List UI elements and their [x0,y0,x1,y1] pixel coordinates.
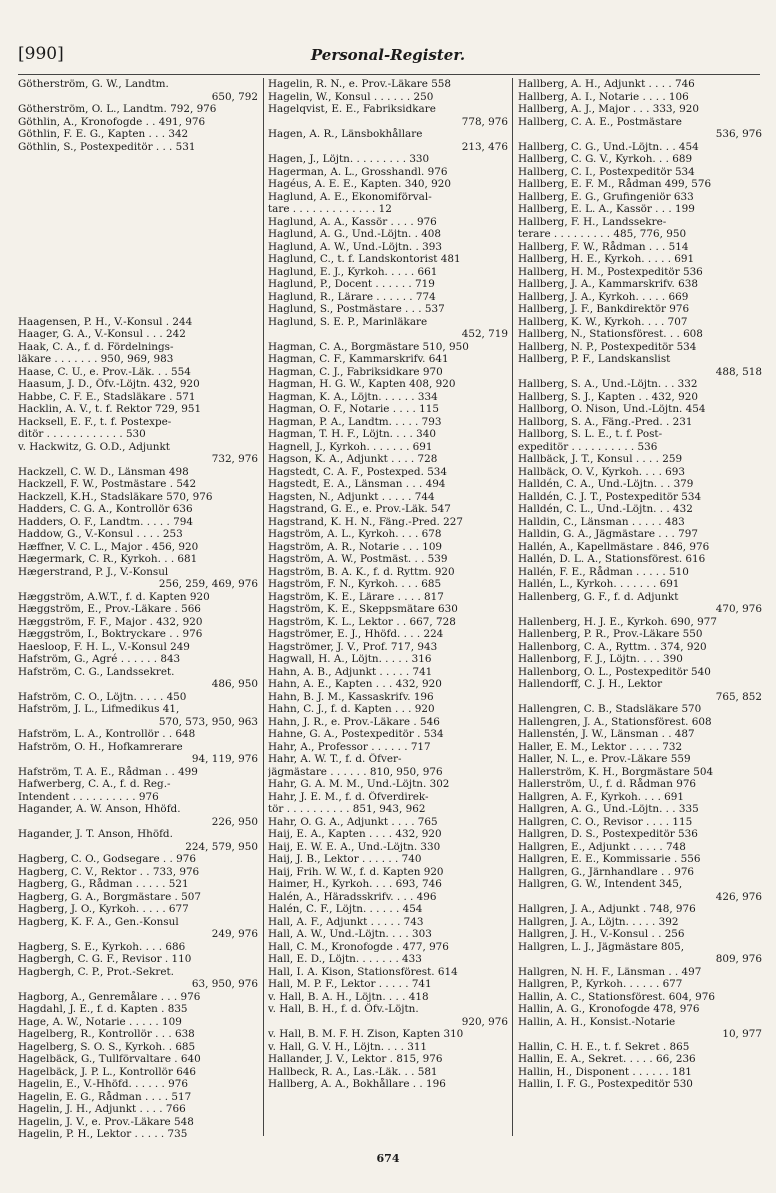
register-entry: Hallberg, F. H., Landssekre- [518,215,667,228]
register-entry: Hallberg, K. W., Kyrkoh. . . . 707 [518,315,688,328]
register-entry: Hagbergh, C. P., Prot.-Sekret. [18,965,174,978]
register-entry: Hallgren, J. A., Löjtn. . . . . 392 [518,915,679,928]
register-entry: Haller, N. L., e. Prov.-Läkare 559 [518,753,691,765]
register-entry: Halén, A., Häradsskrifv. . . . 496 [268,890,437,903]
register-entry: Hagström, F. N., Kyrkoh. . . . 685 [268,578,442,590]
register-entry: Haasum, J. D., Öfv.-Löjtn. 432, 920 [18,378,200,390]
register-entry: Halén, C. F., Löjtn. . . . . . 454 [268,903,423,915]
register-entry: Haglund, S., Postmästare . . . 537 [268,303,445,315]
register-entry: Hallenberg, G. F., f. d. Adjunkt [518,590,679,603]
register-entry: Hallgren, G., Järnhandlare . . 976 [518,865,695,878]
register-entry: Hall, A. W., Und.-Löjtn. . . . 303 [268,928,432,940]
blank-line [18,178,258,191]
register-entry: Hacklin, A. V., t. f. Rektor 729, 951 [18,403,202,415]
register-entry: Hagstedt, C. A. F., Postexped. 534 [268,465,448,478]
register-entry: Hallin, I. F. G., Postexpeditör 530 [518,1078,693,1090]
register-entry: Hæggström, A.W.T., f. d. Kapten 920 [18,590,210,603]
register-entry: Hall, M. P. F., Lektor . . . . . 741 [268,978,432,990]
register-entry: Hall, A. F., Adjunkt . . . . . 743 [268,915,424,928]
register-entry: Hagberg, K. F. A., Gen.-Konsul [18,915,179,928]
register-entry: Hagelin, R. N., e. Prov.-Läkare 558 [268,78,452,90]
register-entry: Haglund, A. G., Und.-Löjtn. . 408 [268,228,442,240]
register-entry: Hagson, K. A., Adjunkt . . . . 728 [268,453,438,465]
register-entry: tör . . . . . . . . . . 851, 943, 962 [268,803,426,815]
register-entry: Hagström, A. L., Kyrkoh. . . . 678 [268,528,442,540]
register-entry: Hahr, A. W. T., f. d. Öfver- [268,753,402,765]
register-entry: 226, 950 [211,815,258,828]
register-entry: Hallgren, J. H., V.-Konsul . . 256 [518,928,685,940]
register-entry: Hallberg, A. A., Bokhållare . . 196 [268,1078,446,1090]
register-entry: Hallberg, C. G., Und.-Löjtn. . . 454 [518,140,699,153]
register-entry: Haagensen, P. H., V.-Konsul . 244 [18,315,193,328]
register-entry: Hagberg, G. A., Borgmästare . 507 [18,890,201,903]
register-entry: 765, 852 [715,690,762,703]
register-entry: Hagen, J., Löjtn. . . . . . . . . 330 [268,153,430,165]
register-entry: Haager, G. A., V.-Konsul . . . 242 [18,328,186,340]
blank-line [18,166,258,179]
register-entry: Halldén, C. L., Und.-Löjtn. . . 432 [518,503,693,515]
register-entry: Hagstrand, K. H. N., Fäng.-Pred. 227 [268,515,463,528]
register-entry: Götherström, O. L., Landtm. 792, 976 [18,103,217,115]
register-entry: Hagman, C. F., Kammarskrifv. 641 [268,353,449,365]
register-entry: Haglund, A. A., Kassör . . . . 976 [268,215,437,228]
register-entry: 920, 976 [461,1015,508,1028]
register-entry: Hallgren, A. F., Kyrkoh. . . . 691 [518,790,685,803]
register-entry: Hægerstrand, P. J., V.-Konsul [18,565,169,578]
register-entry: Hagstrand, G. E., e. Prov.-Läk. 547 [268,503,451,515]
register-entry: Hallgren, C. O., Revisor . . . . 115 [518,815,693,828]
register-entry: Hafström, C. O., Löjtn. . . . . 450 [18,690,187,703]
page-header [0,44,776,70]
register-entry: Hallberg, J. A., Kyrkoh. . . . . 669 [518,290,689,303]
register-entry: Hagwall, H. A., Löjtn. . . . . 316 [268,653,432,665]
register-entry: Hagelberg, R., Kontrollör . . . 638 [18,1028,195,1040]
register-entry: Haglund, A. E., Ekonomiförval- [268,190,432,203]
register-entry: 213, 476 [461,140,508,153]
register-entry: Halldén, C. A., Und.-Löjtn. . . 379 [518,478,694,490]
register-entry: Hallin, A. C., Stationsförest. 604, 976 [518,990,715,1003]
register-entry: Hallén, D. L. A., Stationsförest. 616 [518,553,706,565]
register-entry: Hagman, T. H. F., Löjtn. . . . 340 [268,428,436,440]
register-entry: 470, 976 [715,603,762,615]
register-entry: Hallberg, E. G., Grufingeniör 633 [518,190,694,203]
register-entry: Hahn, C. J., f. d. Kapten . . . 920 [268,703,435,715]
register-entry: Hagström, K. E., Skeppsmätare 630 [268,603,458,615]
register-entry: Hagberg, C. O., Godsegare . . 976 [18,853,196,865]
blank-line [18,228,258,241]
register-entry: 63, 950, 976 [191,978,258,990]
register-entry: Hagman, H. G. W., Kapten 408, 920 [268,378,456,390]
register-entry: Hagberg, S. E., Kyrkoh. . . . 686 [18,940,186,953]
register-entry: v. Hall, B. A. H., Löjtn. . . . 418 [268,990,429,1003]
register-entry: ditör . . . . . . . . . . . . 530 [18,428,146,440]
register-entry: Hallgren, G. W., Intendent 345, [518,878,683,890]
register-entry: Hagströmer, J. V., Prof. 717, 943 [268,640,438,653]
register-entry: Hagström, K. E., Lärare . . . . 817 [268,590,444,603]
register-entry: 452, 719 [461,328,508,340]
blank-line [18,278,258,291]
register-entry: Hæggström, E., Prov.-Läkare . 566 [18,603,201,615]
register-entry: Hallgren, J. A., Adjunkt . 748, 976 [518,903,696,915]
register-entry: Hagelin, P. H., Lektor . . . . . 735 [18,1128,188,1140]
register-entry: v. Hall, G. V. H., Löjtn. . . . 311 [268,1040,428,1053]
register-entry: Hafström, T. A. E., Rådman . . 499 [18,765,198,778]
register-entry: Haak, C. A., f. d. Fördelnings- [18,340,174,353]
blank-line [18,191,258,204]
register-entry: v. Hackwitz, G. O.D., Adjunkt [18,440,170,453]
register-entry: Hallgren, P., Kyrkoh. . . . . . 677 [518,978,683,990]
blank-line [18,153,258,166]
blank-line [18,241,258,254]
register-entry: Hagström, K. L., Lektor . . 667, 728 [268,615,456,628]
register-entry: Hallberg, H. E., Kyrkoh. . . . . 691 [518,253,695,265]
register-entry: Hahn, A. E., Kapten . . . 432, 920 [268,678,442,690]
register-entry: Hagman, C. J., Fabriksidkare 970 [268,365,443,378]
register-entry: Hahn, A. B., Adjunkt . . . . . 741 [268,665,433,678]
register-entry: Hallenborg, O. L., Postexpeditör 540 [518,665,711,678]
register-entry: 536, 976 [715,128,762,140]
register-entry: Haglund, R., Lärare . . . . . . 774 [268,290,436,303]
register-entry: 224, 579, 950 [185,840,258,853]
register-entry: 426, 976 [715,890,762,903]
register-entry: Hallbäck, J. T., Konsul . . . . 259 [518,453,683,465]
register-entry: Hagman, P. A., Landtm. . . . . 793 [268,415,442,428]
register-entry: Hallberg, E. L. A., Kassör . . . 199 [518,203,695,215]
register-entry: 256, 259, 469, 976 [158,578,258,590]
register-entry: Hallgren, N. H. F., Länsman . . 497 [518,965,702,978]
register-entry: 10, 977 [722,1028,762,1040]
register-entry: Hagen, A. R., Länsbokhållare [268,128,423,140]
register-entry: 488, 518 [715,365,762,378]
register-entry: Hagbergh, C. G. F., Revisor . 110 [18,953,192,965]
register-entry: Hallén, L., Kyrkoh. . . . . . . 691 [518,578,680,590]
register-entry: Hallberg, A. I., Notarie . . . . 106 [518,90,689,103]
blank-line [18,203,258,216]
register-entry: Hallborg, S. A., Fäng.-Pred. . 231 [518,415,693,428]
register-entry: Hafström, G., Agré . . . . . . 843 [18,653,181,665]
register-entry: Hagelin, E. G., Rådman . . . . 517 [18,1090,192,1103]
register-entry: Hallin, H., Disponent . . . . . . 181 [518,1065,692,1078]
register-entry: Hagéus, A. E. E., Kapten. 340, 920 [268,178,451,190]
register-entry: Hagelberg, S. O. S., Kyrkoh. . 685 [18,1040,196,1053]
register-entry: Hahr, G. A. M. M., Und.-Löjtn. 302 [268,778,450,790]
register-entry: Hallbeck, R. A., Las.-Läk. . . 581 [268,1065,438,1078]
register-entry: Hallberg, S. J., Kapten . . 432, 920 [518,390,698,403]
register-entry: Hagberg, J. O., Kyrkoh. . . . . 677 [18,903,189,915]
register-entry: Hackzell, K.H., Stadsläkare 570, 976 [18,490,213,503]
register-entry: 486, 950 [211,678,258,690]
register-entry: Hagström, B. A. K., f. d. Ryttm. 920 [268,565,455,578]
header-rule [18,74,760,75]
register-entry: Hagberg, C. V., Rektor . . 733, 976 [18,865,200,878]
register-entry: Hæggström, I., Boktryckare . . 976 [18,628,203,640]
register-entry: Hahr, J. E. M., f. d. Öfverdirek- [268,790,429,803]
register-entry: Hallberg, C. I., Postexpeditör 534 [518,165,695,178]
register-entry: 732, 976 [211,453,258,465]
register-entry: Hackzell, F. W., Postmästare . 542 [18,478,197,490]
register-entry: Hallin, C. H. E., t. f. Sekret . 865 [518,1040,690,1053]
register-entry: Hæffner, V. C. L., Major . 456, 920 [18,540,199,553]
register-entry: Hall, I. A. Kison, Stationsförest. 614 [268,965,458,978]
register-entry: Hagströmer, E. J., Hhöfd. . . . 224 [268,628,444,640]
register-entry: Haij, J. B., Lektor . . . . . . 740 [268,853,422,865]
register-entry: jägmästare . . . . . . 810, 950, 976 [268,765,443,778]
register-entry: Haij, Frih. W. W., f. d. Kapten 920 [268,865,444,878]
register-entry: Hæggström, F. F., Major . 432, 920 [18,615,203,628]
register-entry: Hagman, O. F., Notarie . . . . 115 [268,403,439,415]
register-entry: Hallenborg, C. A., Ryttm. . 374, 920 [518,640,707,653]
page-bracket-number: [990] [18,44,64,64]
register-entry: Haij, E. A., Kapten . . . . 432, 920 [268,828,442,840]
register-entry: Hallerström, U., f. d. Rådman 976 [518,778,697,790]
register-entry: Hallén, F. E., Rådman . . . . . 510 [518,565,689,578]
register-entry: Hallander, J. V., Lektor . 815, 976 [268,1053,443,1065]
register-entry: Hagelqvist, E. E., Fabriksidkare [268,103,436,115]
register-entry: Hagman, C. A., Borgmästare 510, 950 [268,340,469,353]
register-entry: Hallin, A. H., Konsist.-Notarie [518,1015,676,1028]
register-entry: Haimer, H., Kyrkoh. . . . 693, 746 [268,878,442,890]
register-entry: Hallberg, H. M., Postexpeditör 536 [518,265,703,278]
register-entry: Hagsten, N., Adjunkt . . . . . 744 [268,490,435,503]
register-entry: v. Hall, B. H., f. d. Öfv.-Löjtn. [268,1003,419,1015]
register-entry: Hagelin, E., V.-Hhöfd. . . . . . 976 [18,1078,188,1090]
register-entry: Göthlin, A., Kronofogde . . 491, 976 [18,115,206,128]
register-entry: Hagelin, J. V., e. Prov.-Läkare 548 [18,1115,194,1128]
register-entry: 94, 119, 976 [191,753,258,765]
register-entry: Göthlin, S., Postexpeditör . . . 531 [18,140,196,153]
register-entry: Hallberg, J. F., Bankdirektör 976 [518,303,690,315]
register-entry: Haesloop, F. H. L., V.-Konsul 249 [18,640,190,653]
register-entry: Hagborg, A., Genremålare . . . 976 [18,990,201,1003]
register-entry: Hallberg, F. W., Rådman . . . 514 [518,240,689,253]
register-entry: Hahn, J. R., e. Prov.-Läkare . 546 [268,715,440,728]
register-column-2 [268,78,508,1150]
register-entry: 778, 976 [461,115,508,128]
register-entry: Hallberg, C. A. E., Postmästare [518,115,682,128]
register-entry: Hall, E. D., Löjtn. . . . . . . 433 [268,953,422,965]
register-entry: Hallenberg, H. J. E., Kyrkoh. 690, 977 [518,615,717,628]
register-entry: Hagnell, J., Kyrkoh. . . . . . . 691 [268,440,433,453]
register-entry: Haglund, S. E. P., Marinläkare [268,315,428,328]
register-entry: Hallerström, K. H., Borgmästare 504 [518,765,714,778]
register-column-1 [18,78,258,1150]
register-entry: Hallenstén, J. W., Länsman . . 487 [518,728,695,740]
register-entry: expeditör . . . . . . . . . . 536 [518,440,658,453]
register-entry: Hacksell, E. F., t. f. Postexpe- [18,415,172,428]
register-columns [18,78,762,1150]
register-entry: Hallin, E. A., Sekret. . . . . 66, 236 [518,1053,696,1065]
register-entry: Hafström, O. H., Hofkamrerare [18,740,183,753]
blank-line [18,266,258,279]
register-entry: Hallberg, A. J., Major . . . 333, 920 [518,103,699,115]
register-entry: Hahr, O. G. A., Adjunkt . . . . 765 [268,815,438,828]
register-entry: Hallborg, O. Nison, Und.-Löjtn. 454 [518,403,706,415]
blank-line [18,291,258,304]
register-entry: Intendent . . . . . . . . . . 976 [18,790,159,803]
register-entry: Hahne, G. A., Postexpeditör . 534 [268,728,444,740]
register-entry: läkare . . . . . . . 950, 969, 983 [18,353,174,365]
register-entry: Hallberg, P. F., Landskanslist [518,353,671,365]
register-entry: tare . . . . . . . . . . . . . 12 [268,203,392,215]
register-entry: Hallberg, C. G. V., Kyrkoh. . . 689 [518,153,693,165]
register-entry: Hagman, K. A., Löjtn. . . . . . 334 [268,390,438,403]
blank-line [18,216,258,229]
register-entry: Habbe, C. F. E., Stadsläkare . 571 [18,390,196,403]
register-entry: 249, 976 [211,928,258,940]
register-entry: Hallberg, E. F. M., Rådman 499, 576 [518,178,712,190]
register-entry: Hallén, A., Kapellmästare . 846, 976 [518,540,710,553]
blank-line [18,303,258,316]
register-entry: Hafström, L. A., Kontrollör . . 648 [18,728,196,740]
register-entry: Haglund, P., Docent . . . . . . 719 [268,278,435,290]
page-title: Personal-Register. [310,46,466,64]
register-entry: Hagberg, G., Rådman . . . . . 521 [18,878,189,890]
register-entry: Hallengren, J. A., Stationsförest. 608 [518,715,712,728]
register-entry: Hadders, C. G. A., Kontrollör 636 [18,503,193,515]
register-entry: Hackzell, C. W. D., Länsman 498 [18,465,189,478]
page-footer-number: 674 [376,1152,400,1165]
register-entry: Hahr, A., Professor . . . . . . 717 [268,740,431,753]
register-entry: Hafström, C. G., Landssekret. [18,665,175,678]
register-entry: Hagström, A. R., Notarie . . . 109 [268,540,443,553]
register-entry: Hage, A. W., Notarie . . . . . 109 [18,1015,182,1028]
register-entry: Halldén, C. J. T., Postexpeditör 534 [518,490,702,503]
register-entry: Hallendorff, C. J. H., Lektor [518,678,663,690]
blank-line [18,253,258,266]
register-entry: Haglund, A. W., Und.-Löjtn. . 393 [268,240,442,253]
register-entry: Hallgren, A. G., Und.-Löjtn. . . 335 [518,803,699,815]
register-entry: Haller, E. M., Lektor . . . . . 732 [518,740,683,753]
register-entry: Hallgren, D. S., Postexpeditör 536 [518,828,698,840]
register-entry: Haglund, E. J., Kyrkoh. . . . . 661 [268,265,438,278]
register-entry: Hadders, O. F., Landtm. . . . . 794 [18,515,193,528]
register-entry: Hallbäck, O. V., Kyrkoh. . . . 693 [518,465,686,478]
register-entry: Hallberg, S. A., Und.-Löjtn. . . 332 [518,378,698,390]
register-entry: Hallengren, C. B., Stadsläkare 570 [518,703,702,715]
register-entry: Haglund, C., t. f. Landskontorist 481 [268,253,461,265]
register-entry: 809, 976 [715,953,762,965]
register-entry: Haddow, G., V.-Konsul . . . . 253 [18,528,183,540]
register-entry: Hagdahl, J. E., f. d. Kapten . 835 [18,1003,188,1015]
register-entry: Hagelbäck, G., Tullförvaltare . 640 [18,1053,201,1065]
register-entry: Hallborg, S. L. E., t. f. Post- [518,428,663,440]
register-entry: Halldin, G. A., Jägmästare . . . 797 [518,528,698,540]
register-entry: Hallberg, J. A., Kammarskrifv. 638 [518,278,698,290]
register-entry: Halldin, C., Länsman . . . . . 483 [518,515,685,528]
register-entry: terare . . . . . . . . . 485, 776, 950 [518,228,687,240]
register-column-3 [518,78,762,1150]
register-entry: Hagander, A. W. Anson, Hhöfd. [18,803,181,815]
register-entry: Hallgren, E., Adjunkt . . . . . 748 [518,840,686,853]
register-entry: Hallberg, N. P., Postexpeditör 534 [518,340,697,353]
register-entry: Hallin, A. G., Kronofogde 478, 976 [518,1003,700,1015]
register-entry: 650, 792 [211,90,258,103]
register-entry: Hallberg, N., Stationsförest. . . 608 [518,328,703,340]
register-entry: Hagström, A. W., Postmäst. . . 539 [268,553,448,565]
register-entry: Hagerman, A. L., Grosshandl. 976 [268,165,448,178]
register-entry: Hallgren, L. J., Jägmästare 805, [518,940,685,953]
register-entry: Hallenborg, F. J., Löjtn. . . . 390 [518,653,683,665]
register-entry: Hægermark, C. R., Kyrkoh. . . 681 [18,553,198,565]
register-entry: Hahn, B. J. M., Kassaskrifv. 196 [268,690,434,703]
register-entry: Hallenberg, P. R., Prov.-Läkare 550 [518,628,703,640]
register-entry: 570, 573, 950, 963 [158,715,258,728]
register-entry: Hagander, J. T. Anson, Hhöfd. [18,828,173,840]
register-entry: Haij, E. W. E. A., Und.-Löjtn. 330 [268,840,441,853]
register-entry: Götherström, G. W., Landtm. [18,78,169,90]
register-entry: Hallgren, E. E., Kommissarie . 556 [518,853,701,865]
register-entry: Haase, C. U., e. Prov.-Läk. . . 554 [18,365,191,378]
register-entry: Hafwerberg, C. A., f. d. Reg.- [18,778,171,790]
register-entry: Hagelin, W., Konsul . . . . . . 250 [268,90,434,103]
register-entry: Hafström, J. L., Lifmedikus 41, [18,703,180,715]
register-entry: Göthlin, F. E. G., Kapten . . . 342 [18,128,189,140]
register-entry: Hallberg, A. H., Adjunkt . . . . 746 [518,78,695,90]
register-entry: Hagstedt, E. A., Länsman . . . 494 [268,478,446,490]
register-entry: v. Hall, B. M. F. H. Zison, Kapten 310 [268,1028,464,1040]
register-entry: Hagelbäck, J. P. L., Kontrollör 646 [18,1065,197,1078]
register-entry: Hagelin, J. H., Adjunkt . . . . 766 [18,1103,186,1115]
register-entry: Hall, C. M., Kronofogde . 477, 976 [268,940,449,953]
